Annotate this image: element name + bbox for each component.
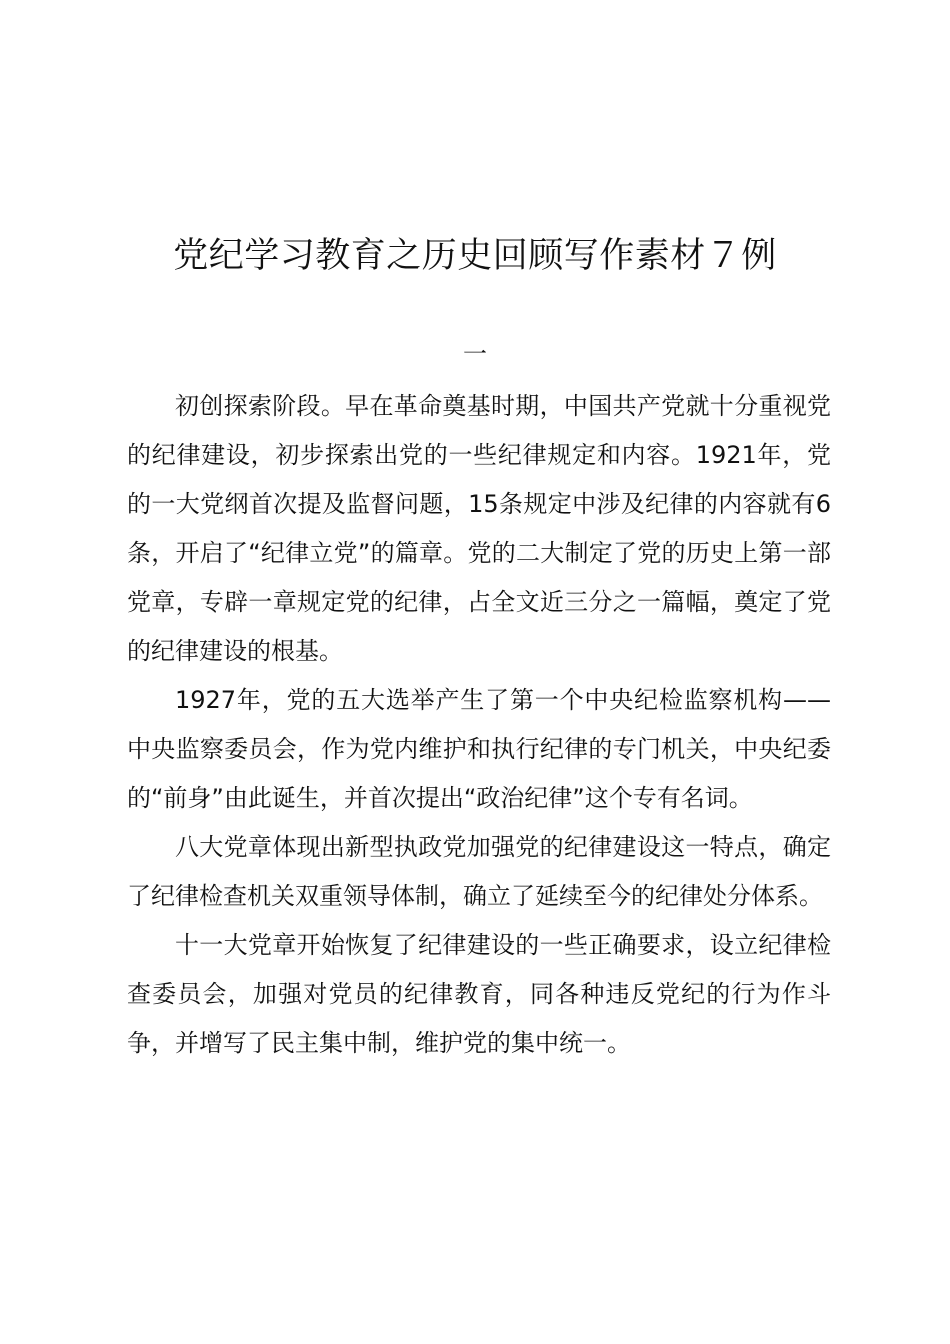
document-title: 党纪学习教育之历史回顾写作素材７例 (173, 236, 777, 276)
paragraph-eleventh-congress: 十一大党章开始恢复了纪律建设的一些正确要求，设立纪律检查委员会，加强对党员的纪律教育，同各种违反党纪的行为作斗争，并增写了民主集中制，维护党的集中统一。 (127, 931, 831, 1057)
paragraph-eighth-congress: 八大党章体现出新型执政党加强党的纪律建设这一特点，确定了纪律检查机关双重领导体制，确立了延续至今的纪律处分体系。 (127, 833, 831, 910)
section-number: 一 (463, 340, 487, 368)
paragraph-founding-stage: 初创探索阶段。早在革命奠基时期，中国共产党就十分重视党的纪律建设，初步探索出党的一些纪律规定和内容。1921年，党的一大党纲首次提及监督问题，15条规定中涉及纪律的内容就有6条，开启了“纪律立党”的篇章。党的二大制定了党的历史上第一部党章，专辟一章规定党的纪律，占全文近三分之一篇幅，奠定了党的纪律建设的根基。 (127, 392, 831, 665)
document-body (127, 382, 831, 1068)
paragraph-fifth-congress: 1927年，党的五大选举产生了第一个中央纪检监察机构——中央监察委员会，作为党内维护和执行纪律的专门机关，中央纪委的“前身”由此诞生，并首次提出“政治纪律”这个专有名词。 (127, 686, 831, 812)
